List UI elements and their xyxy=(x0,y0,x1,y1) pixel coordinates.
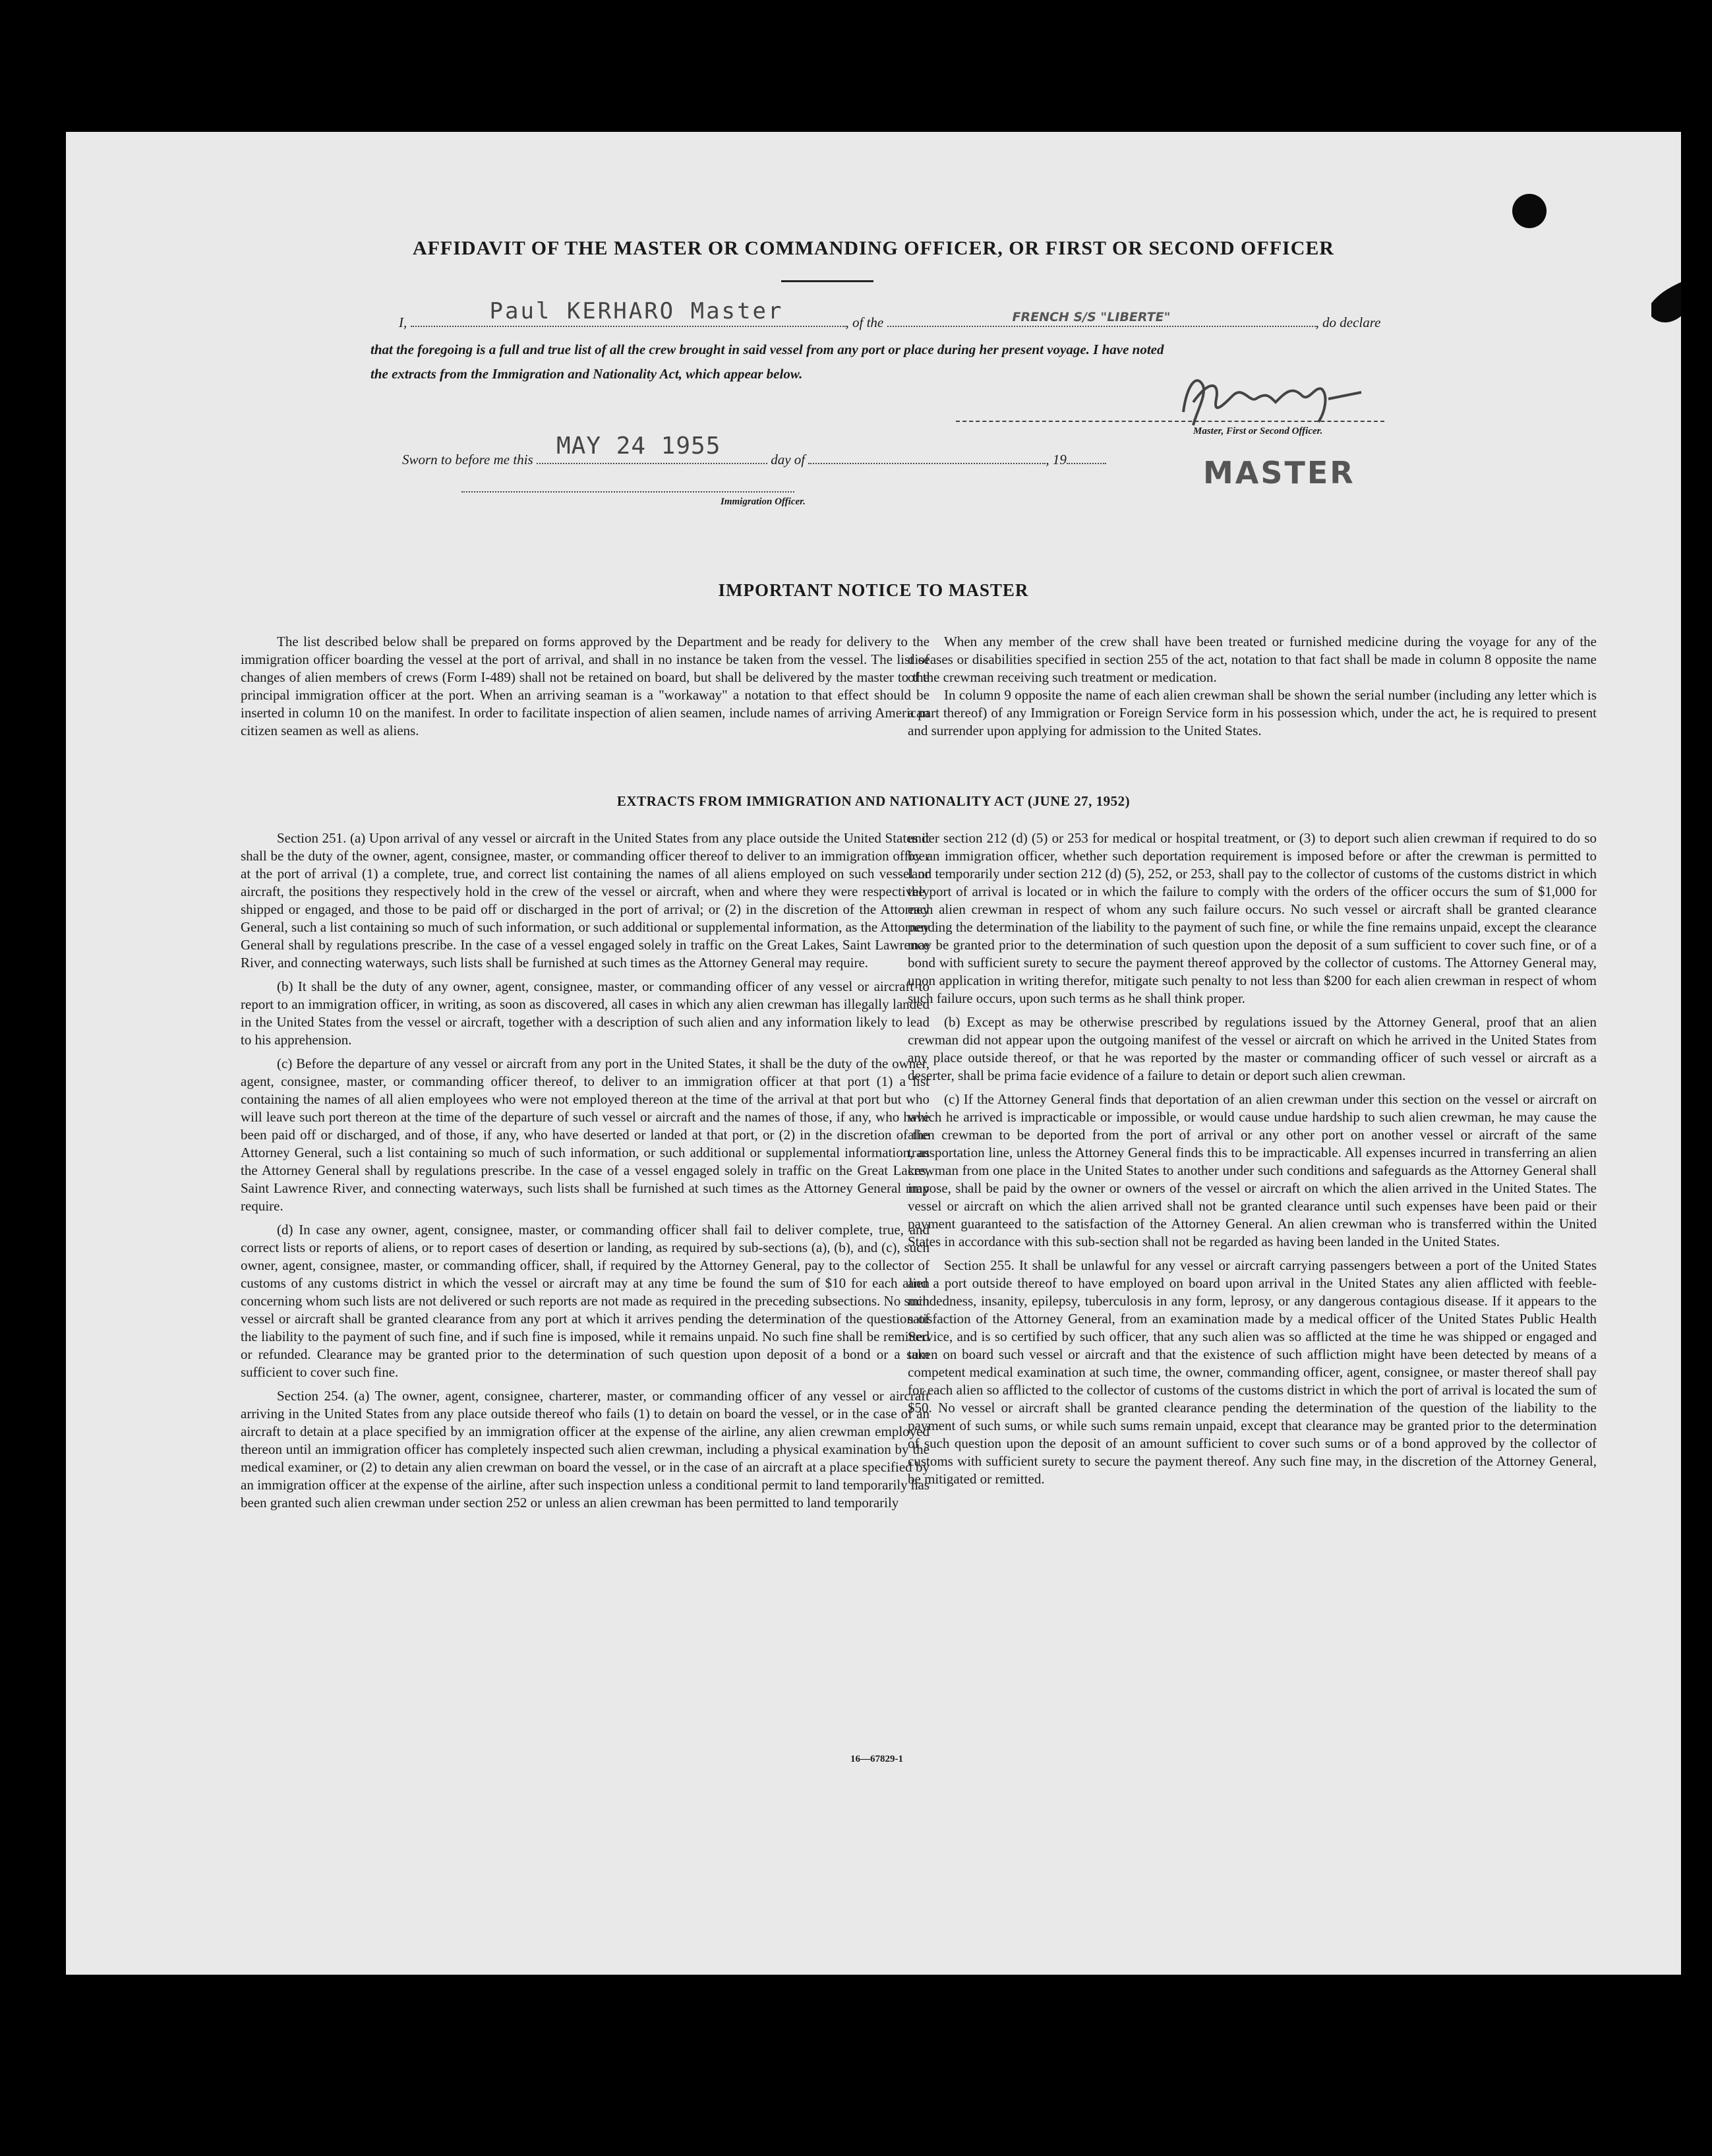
master-name: Paul KERHARO Master xyxy=(489,298,784,324)
i-label: I, xyxy=(399,314,407,330)
notice-right-column xyxy=(908,633,1597,746)
notice-title: IMPORTANT NOTICE TO MASTER xyxy=(718,580,1029,600)
section-paragraph: Section 255. It shall be unlawful for any vessel or aircraft carrying passengers between a port of the United States and a port outside thereof to have employed on board upon arrival in the United States any alien afflicted with feeble-mindedness, insanity, epilepsy, tuberculosis in any form, leprosy, or any dangerous contagious disease. If it appears to the satisfaction of the Attorney General, from an examination made by a medical officer of the United States Public Health Service, and is so certified by such officer, that any such alien was so afflicted at the time he was shipped or engaged and taken on board such vessel or aircraft and that the existence of such affliction might have been detected by means of a competent medical examination at such time, the owner, commanding officer, agent, consignee, or master thereof shall pay for each alien so afflicted to the collector of customs of the customs district in which the port of arrival is located the sum of $50. No vessel or aircraft shall be granted clearance pending the determination of the question of the liability to the payment of such sums, or while such sums remain unpaid, except that clearance may be granted prior to the determination of such question upon the deposit of an amount sufficient to cover such sums or of a bond approved by the collector of customs with sufficient surety to secure the payment thereof. Any such fine may, in the discretion of the Attorney General, be mitigated or remitted. xyxy=(908,1257,1597,1487)
title-divider xyxy=(781,280,873,282)
name-field xyxy=(411,298,846,327)
master-stamp: MASTER xyxy=(1203,455,1355,491)
extracts-title: EXTRACTS FROM IMMIGRATION AND NATIONALITY ACT (JUNE 27, 1952) xyxy=(616,793,1131,809)
section-paragraph: (c) If the Attorney General finds that deportation of an alien crewman under this section on the vessel or aircraft on which he arrived is impracticable or impossible, or would cause undue hardship to such alien crewman, he may cause the alien crewman to be deported from the port of arrival or any other port on another vessel or aircraft of the same transportation line, unless the Attorney General finds this to be impracticable. All expenses incurred in transferring an alien crewman from one place in the United States to another under such conditions and safeguards as the Attorney General shall impose, shall be paid by the owner or owners of the vessel or aircraft on which the alien arrived in the United States. The vessel or aircraft on which the alien arrived shall not be granted clearance until such expenses have been paid or their payment guaranteed to the satisfaction of the Attorney General. An alien crewman who is transferred within the United States in accordance with this sub-section shall not be regarded as having been landed in the United States. xyxy=(908,1091,1597,1249)
of-the-label: , of the xyxy=(845,314,884,330)
declaration-body-1: that the foregoing is a full and true list of all the crew brought in said vessel from any port or place during her present voyage. I have noted xyxy=(370,342,1164,357)
section-paragraph: (b) Except as may be otherwise prescribed by regulations issued by the Attorney General, proof that an alien crewman did not appear upon the outgoing manifest of the vessel or aircraft on which he arrived in the United States from any place outside thereof, or that he was reported by the master or commanding officer of such vessel or aircraft as a deserter, shall be prima facie evidence of a failure to detain or deport such alien crewman. xyxy=(908,1014,1597,1083)
declaration-body-2: the extracts from the Immigration and Nationality Act, which appear below. xyxy=(370,366,803,382)
section-paragraph: Section 251. (a) Upon arrival of any vessel or aircraft in the United States from any place outside the United States it shall be the duty of the owner, agent, consignee, master, or commanding officer thereof to deliver to an immigration officer at the port of arrival (1) a complete, true, and correct list containing the names of all aliens employed on such vessel or aircraft, the positions they respectively hold in the crew of the vessel or aircraft, when and where they were respectively shipped or engaged, and those to be paid off or discharged in the port of arrival; or (2) in the discretion of the Attorney General, such a list containing so much of such information, or such additional or supplemental information, as the Attorney General shall by regulations prescribe. In the case of a vessel engaged solely in traffic on the Great Lakes, Saint Lawrence River, and connecting waterways, such lists shall be furnished at such times as the Attorney General may require. xyxy=(241,830,930,971)
form-number: 16—67829-1 xyxy=(850,1754,903,1764)
sworn-date-field xyxy=(537,433,767,464)
year-field xyxy=(1067,463,1106,464)
officer-label: Immigration Officer. xyxy=(721,496,806,507)
sworn-date: MAY 24 1955 xyxy=(556,433,721,460)
extracts-right-column xyxy=(908,829,1597,1494)
vessel-field xyxy=(887,310,1316,327)
section-paragraph: (b) It shall be the duty of any owner, agent, consignee, master, or commanding officer of any vessel or aircraft to report to an immigration officer, in writing, as soon as discovered, all cases in which any alien crewman has illegally landed in the United States from the vessel or aircraft, together with a description of such alien and any information likely to lead to his apprehension. xyxy=(241,978,930,1048)
extracts-left-column xyxy=(241,829,930,1518)
sworn-line xyxy=(402,433,1106,468)
do-declare-label: , do declare xyxy=(1315,314,1381,330)
sworn-label: Sworn to before me this xyxy=(402,452,533,467)
notice-left-column xyxy=(241,633,930,746)
notice-paragraph: In column 9 opposite the name of each alien crewman shall be shown the serial number (including any letter which is a part thereof) of any Immigration or Foreign Service form in his possession which, under the act, he is required to present and surrender upon applying for admission to the United States. xyxy=(908,687,1597,738)
notice-paragraph: When any member of the crew shall have been treated or furnished medicine during the voyage for any of the diseases or disabilities specified in section 255 of the act, notation to that fact shall be made in column 8 opposite the name of the crewman receiving such treatment or medication. xyxy=(908,634,1597,685)
vessel-name: FRENCH S/S "LIBERTE" xyxy=(1012,310,1171,324)
declaration-line xyxy=(399,298,1381,331)
section-paragraph: (c) Before the departure of any vessel or aircraft from any port in the United States, it shall be the duty of the owner, agent, consignee, master, or commanding officer thereof, to deliver to an immigration officer at that port (1) a list containing the names of all alien employees who were not employed thereon at the time of the arrival at that port but who will leave such port thereon at the time of the departure of such vessel or aircraft and the names of those, if any, who have been paid off or discharged, and of those, if any, who have deserted or landed at that port, or (2) in the discretion of the Attorney General, such a list containing so much of such information, or such additional or supplemental information, as the Attorney General shall by regulations prescribe. In the case of a vessel engaged solely in traffic on the Great Lakes, Saint Lawrence River, and connecting waterways, such lists shall be furnished at such times as the Attorney General may require. xyxy=(241,1056,930,1214)
section-paragraph: Section 254. (a) The owner, agent, consignee, charterer, master, or commanding officer of any vessel or aircraft arriving in the United States from any place outside thereof who fails (1) to detain on board the vessel, or in the case of an aircraft to detain at a place specified by an immigration officer at the expense of the airline, any alien crewman employed thereon until an immigration officer has completely inspected such alien crewman, including a physical examination by the medical examiner, or (2) to detain any alien crewman on board the vessel, or in the case of an aircraft at a place specified by an immigration officer at the expense of the airline, after such inspection unless a conditional permit to land temporarily has been granted such alien crewman under section 252 or unless an alien crewman has been permitted to land temporarily xyxy=(241,1388,930,1511)
document-page xyxy=(66,132,1681,1975)
affidavit-title: AFFIDAVIT OF THE MASTER OR COMMANDING OFFICER, OR FIRST OR SECOND OFFICER xyxy=(412,237,1335,259)
ink-blot-icon xyxy=(1645,267,1681,340)
section-paragraph: (d) In case any owner, agent, consignee, master, or commanding officer shall fail to deliver complete, true, and correct lists or reports of aliens, or to report cases of desertion or landing, as required by sub-sections (a), (b), and (c), such owner, agent, consignee, master, or commanding officer, shall, if required by the Attorney General, pay to the collector of customs of any customs district in which the vessel or aircraft may at any time be found the sum of $10 for each alien concerning whom such lists are not delivered or such reports are not made as required in the preceding subsections. No such vessel or aircraft shall be granted clearance from any port at which it arrives pending the determination of the question of the liability to the payment of such fine, and if such fine is imposed, while it remains unpaid. No such fine shall be remitted or refunded. Clearance may be granted prior to the determination of such question upon deposit of a bond or a sum sufficient to cover such fine. xyxy=(241,1222,930,1380)
ink-blot-icon xyxy=(1503,185,1556,237)
day-of-label: day of xyxy=(771,452,806,467)
month-field xyxy=(808,463,1046,464)
year-label: , 19 xyxy=(1046,452,1067,467)
notice-paragraph: The list described below shall be prepared on forms approved by the Department and be ready for delivery to the immigration officer boarding the vessel at the port of arrival, and shall in no instance be taken from the vessel. The list of changes of alien members of crews (Form I-489) shall not be retained on board, but shall be delivered by the master to the principal immigration officer at the port. When an arriving seaman is a "workaway" a notation to that effect should be inserted in column 10 on the manifest. In order to facilitate inspection of alien seamen, include names of arriving American citizen seamen as well as aliens. xyxy=(241,634,930,738)
master-label: Master, First or Second Officer. xyxy=(1193,426,1323,436)
section-paragraph: under section 212 (d) (5) or 253 for medical or hospital treatment, or (3) to deport such alien crewman if required to do so by an immigration officer, whether such deportation requirement is imposed before or after the crewman is permitted to land temporarily under section 212 (d) (5), 252, or 253, shall pay to the collector of customs of the customs district in which the port of arrival is located or in which the failure to comply with the orders of the officer occurs the sum of $1,000 for each alien crewman in respect of whom any such failure occurs. No such vessel or aircraft shall be granted clearance pending the determination of the liability to the payment of such fine, or while the fine remains unpaid, except the clearance may be granted prior to the determination of such question upon the deposit of a sum sufficient to cover such fine, or of a bond with sufficient surety to secure the payment thereof approved by the collector of customs. The Attorney General may, upon application in writing therefor, mitigate such penalty to not less than $200 for each alien crewman in respect of whom such failure occurs, upon such terms as he shall think proper. xyxy=(908,830,1597,1006)
officer-signature-line xyxy=(461,491,794,493)
